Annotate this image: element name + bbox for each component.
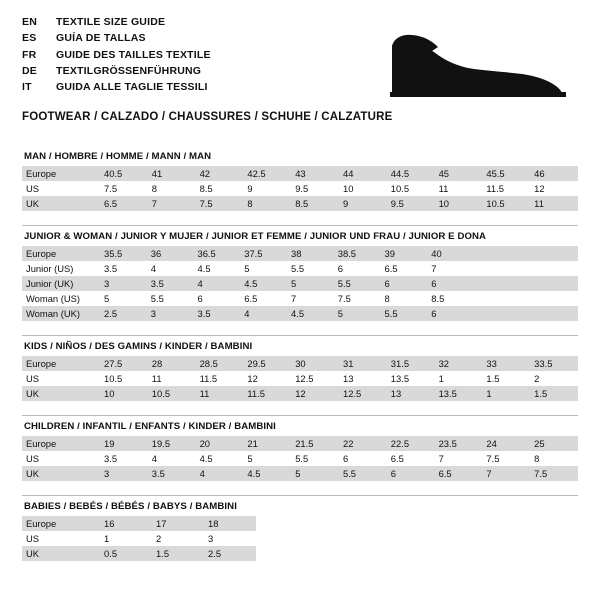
cell: 1 xyxy=(100,531,152,546)
cell-empty xyxy=(474,291,526,306)
cell: 4 xyxy=(240,306,287,321)
cell: 6 xyxy=(339,451,387,466)
cell: 6.5 xyxy=(387,451,435,466)
table-row xyxy=(22,451,578,466)
cell: 6.5 xyxy=(240,291,287,306)
cell: 6 xyxy=(387,466,435,481)
cell: 4.5 xyxy=(196,451,244,466)
cell: 40.5 xyxy=(100,166,148,181)
cell: 13 xyxy=(339,371,387,386)
cell: 7.5 xyxy=(530,466,578,481)
cell: 28.5 xyxy=(196,356,244,371)
cell: 9 xyxy=(339,196,387,211)
cell: 6.5 xyxy=(100,196,148,211)
cell: 6 xyxy=(381,276,428,291)
cell: 7 xyxy=(427,261,474,276)
cell: 10 xyxy=(339,181,387,196)
cell: 4 xyxy=(194,276,241,291)
cell: 7.5 xyxy=(100,181,148,196)
language-row xyxy=(22,63,211,79)
cell: 10.5 xyxy=(148,386,196,401)
language-code: DE xyxy=(22,64,37,77)
cell: 22 xyxy=(339,436,387,451)
cell: 12.5 xyxy=(291,371,339,386)
cell: 30 xyxy=(291,356,339,371)
cell: 3.5 xyxy=(100,261,147,276)
cell: 39 xyxy=(381,246,428,261)
cell: 5.5 xyxy=(381,306,428,321)
cell: 3.5 xyxy=(194,306,241,321)
cell: 2 xyxy=(152,531,204,546)
cell: 6 xyxy=(427,276,474,291)
table-row xyxy=(22,386,578,401)
cell: 38 xyxy=(287,246,334,261)
cell: 37.5 xyxy=(240,246,287,261)
cell: 2 xyxy=(530,371,578,386)
cell: 3 xyxy=(147,306,194,321)
size-table-kids xyxy=(22,356,578,401)
cell: 3 xyxy=(100,466,148,481)
dress-shoe-icon xyxy=(386,24,576,99)
cell: 21 xyxy=(243,436,291,451)
row-label: US xyxy=(22,371,100,386)
cell: 7.5 xyxy=(334,291,381,306)
language-title-list xyxy=(22,14,211,95)
row-label: US xyxy=(22,451,100,466)
language-title: TEXTILGRÖSSENFÜHRUNG xyxy=(56,64,202,77)
cell-empty xyxy=(526,246,578,261)
cell: 5.5 xyxy=(334,276,381,291)
cell: 23.5 xyxy=(435,436,483,451)
table-row xyxy=(22,546,578,561)
section-man xyxy=(22,151,578,211)
cell: 21.5 xyxy=(291,436,339,451)
cell: 5.5 xyxy=(291,451,339,466)
cell: 46 xyxy=(530,166,578,181)
cell: 31.5 xyxy=(387,356,435,371)
cell: 11 xyxy=(435,181,483,196)
language-row xyxy=(22,79,211,95)
cell: 13 xyxy=(387,386,435,401)
language-title: GUIDE DES TAILLES TEXTILE xyxy=(56,48,211,61)
cell: 8 xyxy=(530,451,578,466)
language-code: IT xyxy=(22,81,32,94)
cell: 28 xyxy=(148,356,196,371)
cell: 3.5 xyxy=(100,451,148,466)
section-title: JUNIOR & WOMAN / JUNIOR Y MUJER / JUNIOR ET FEMME / JUNIOR UND FRAU / JUNIOR E DONA xyxy=(22,225,578,246)
cell: 1.5 xyxy=(530,386,578,401)
cell: 6 xyxy=(427,306,474,321)
cell: 7.5 xyxy=(196,196,244,211)
size-table-children xyxy=(22,436,578,481)
language-title: GUIDA ALLE TAGLIE TESSILI xyxy=(56,81,208,94)
size-tables xyxy=(0,151,600,561)
section-title: CHILDREN / INFANTIL / ENFANTS / KINDER / BAMBINI xyxy=(22,415,578,436)
section-title: BABIES / BEBÉS / BÉBÉS / BABYS / BAMBINI xyxy=(22,495,578,516)
cell: 6.5 xyxy=(381,261,428,276)
language-code: FR xyxy=(22,48,37,61)
cell: 45 xyxy=(435,166,483,181)
cell: 5 xyxy=(100,291,147,306)
cell: 17 xyxy=(152,516,204,531)
row-label: Junior (UK) xyxy=(22,276,100,291)
language-row xyxy=(22,14,211,30)
cell-empty xyxy=(526,261,578,276)
cell: 32 xyxy=(435,356,483,371)
cell: 1 xyxy=(435,371,483,386)
section-title: MAN / HOMBRE / HOMME / MANN / MAN xyxy=(24,151,212,163)
cell: 13.5 xyxy=(387,371,435,386)
row-label: Woman (US) xyxy=(22,291,100,306)
table-row xyxy=(22,531,578,546)
cell: 13.5 xyxy=(435,386,483,401)
cell: 5 xyxy=(240,261,287,276)
cell: 1 xyxy=(482,386,530,401)
cell: 3.5 xyxy=(147,276,194,291)
cell: 42 xyxy=(196,166,244,181)
cell: 24 xyxy=(482,436,530,451)
header xyxy=(0,0,600,123)
size-table-junior-woman xyxy=(22,246,578,321)
cell: 38.5 xyxy=(334,246,381,261)
cell: 10 xyxy=(435,196,483,211)
language-title: TEXTILE SIZE GUIDE xyxy=(56,16,166,28)
table-row xyxy=(22,276,578,291)
row-label: UK xyxy=(22,466,100,481)
language-code: ES xyxy=(22,32,37,45)
cell: 2.5 xyxy=(204,546,256,561)
cell: 6 xyxy=(194,291,241,306)
table-row xyxy=(22,306,578,321)
cell: 5.5 xyxy=(287,261,334,276)
table-row xyxy=(22,181,578,196)
row-label: UK xyxy=(22,386,100,401)
cell: 36 xyxy=(147,246,194,261)
table-row xyxy=(22,246,578,261)
row-label: US xyxy=(22,531,100,546)
cell: 19.5 xyxy=(148,436,196,451)
table-row xyxy=(22,371,578,386)
cell: 7 xyxy=(287,291,334,306)
language-row xyxy=(22,30,211,46)
cell: 12.5 xyxy=(339,386,387,401)
language-row xyxy=(22,47,211,63)
row-label: US xyxy=(22,181,100,196)
cell: 12 xyxy=(243,371,291,386)
language-title-list-body xyxy=(22,14,211,95)
cell: 11.5 xyxy=(482,181,530,196)
cell: 33 xyxy=(482,356,530,371)
cell: 4.5 xyxy=(287,306,334,321)
table-row xyxy=(22,436,578,451)
cell: 0.5 xyxy=(100,546,152,561)
cell-empty xyxy=(256,546,578,561)
cell: 19 xyxy=(100,436,148,451)
cell: 4 xyxy=(148,451,196,466)
cell: 40 xyxy=(427,246,474,261)
cell: 8.5 xyxy=(196,181,244,196)
section-title: KIDS / NIÑOS / DES GAMINS / KINDER / BAMBINI xyxy=(22,335,578,356)
table-row xyxy=(22,516,578,531)
row-label: Woman (UK) xyxy=(22,306,100,321)
cell: 5 xyxy=(334,306,381,321)
cell: 12 xyxy=(291,386,339,401)
cell: 1.5 xyxy=(482,371,530,386)
cell: 9.5 xyxy=(291,181,339,196)
row-label: Europe xyxy=(22,166,100,181)
cell: 7 xyxy=(148,196,196,211)
cell: 7 xyxy=(435,451,483,466)
cell: 5 xyxy=(291,466,339,481)
cell: 16 xyxy=(100,516,152,531)
cell-empty xyxy=(474,246,526,261)
cell: 29.5 xyxy=(243,356,291,371)
cell: 3 xyxy=(100,276,147,291)
table-row xyxy=(22,261,578,276)
cell: 3 xyxy=(204,531,256,546)
table-row xyxy=(22,166,578,181)
size-table-man xyxy=(22,166,578,211)
cell: 33.5 xyxy=(530,356,578,371)
cell: 5 xyxy=(243,451,291,466)
row-label: Europe xyxy=(22,246,100,261)
section-children xyxy=(22,415,578,481)
cell: 3.5 xyxy=(148,466,196,481)
cell: 4 xyxy=(196,466,244,481)
cell-empty xyxy=(474,276,526,291)
category-line: FOOTWEAR / CALZADO / CHAUSSURES / SCHUHE / CALZATURE xyxy=(22,111,393,124)
cell: 1.5 xyxy=(152,546,204,561)
cell-empty xyxy=(526,276,578,291)
cell: 10.5 xyxy=(482,196,530,211)
table-row xyxy=(22,356,578,371)
cell: 5.5 xyxy=(147,291,194,306)
cell: 41 xyxy=(148,166,196,181)
cell: 4.5 xyxy=(243,466,291,481)
row-label: Europe xyxy=(22,516,100,531)
cell: 12 xyxy=(530,181,578,196)
cell: 44.5 xyxy=(387,166,435,181)
section-kids xyxy=(22,335,578,401)
table-row xyxy=(22,196,578,211)
cell: 8 xyxy=(381,291,428,306)
language-title: GUÍA DE TALLAS xyxy=(56,32,146,45)
row-label: UK xyxy=(22,196,100,211)
table-row xyxy=(22,466,578,481)
cell: 2.5 xyxy=(100,306,147,321)
cell: 8.5 xyxy=(427,291,474,306)
cell: 4.5 xyxy=(194,261,241,276)
row-label: Europe xyxy=(22,356,100,371)
cell: 11 xyxy=(530,196,578,211)
cell: 25 xyxy=(530,436,578,451)
cell: 20 xyxy=(196,436,244,451)
cell: 31 xyxy=(339,356,387,371)
cell-empty xyxy=(526,291,578,306)
cell: 7.5 xyxy=(482,451,530,466)
row-label: Europe xyxy=(22,436,100,451)
cell-empty xyxy=(474,306,526,321)
row-label: UK xyxy=(22,546,100,561)
cell: 6.5 xyxy=(435,466,483,481)
cell-empty xyxy=(474,261,526,276)
cell: 11 xyxy=(196,386,244,401)
cell: 4.5 xyxy=(240,276,287,291)
cell: 5.5 xyxy=(339,466,387,481)
cell: 10 xyxy=(100,386,148,401)
cell: 43 xyxy=(291,166,339,181)
cell: 11 xyxy=(148,371,196,386)
cell: 10.5 xyxy=(100,371,148,386)
cell: 35.5 xyxy=(100,246,147,261)
cell: 42.5 xyxy=(243,166,291,181)
section-babies xyxy=(22,495,578,561)
size-table-babies xyxy=(22,516,578,561)
cell: 18 xyxy=(204,516,256,531)
cell: 8 xyxy=(243,196,291,211)
cell-empty xyxy=(526,306,578,321)
cell: 7 xyxy=(482,466,530,481)
cell: 22.5 xyxy=(387,436,435,451)
cell: 6 xyxy=(334,261,381,276)
cell: 8.5 xyxy=(291,196,339,211)
section-junior-woman xyxy=(22,225,578,321)
cell: 8 xyxy=(148,181,196,196)
cell: 9 xyxy=(243,181,291,196)
row-label: Junior (US) xyxy=(22,261,100,276)
cell-empty xyxy=(256,531,578,546)
cell: 9.5 xyxy=(387,196,435,211)
cell: 36.5 xyxy=(194,246,241,261)
table-row xyxy=(22,291,578,306)
cell: 4 xyxy=(147,261,194,276)
language-code: EN xyxy=(22,16,37,28)
cell: 11.5 xyxy=(243,386,291,401)
cell-empty xyxy=(256,516,578,531)
cell: 5 xyxy=(287,276,334,291)
cell: 27.5 xyxy=(100,356,148,371)
cell: 10.5 xyxy=(387,181,435,196)
cell: 45.5 xyxy=(482,166,530,181)
cell: 11.5 xyxy=(196,371,244,386)
cell: 44 xyxy=(339,166,387,181)
